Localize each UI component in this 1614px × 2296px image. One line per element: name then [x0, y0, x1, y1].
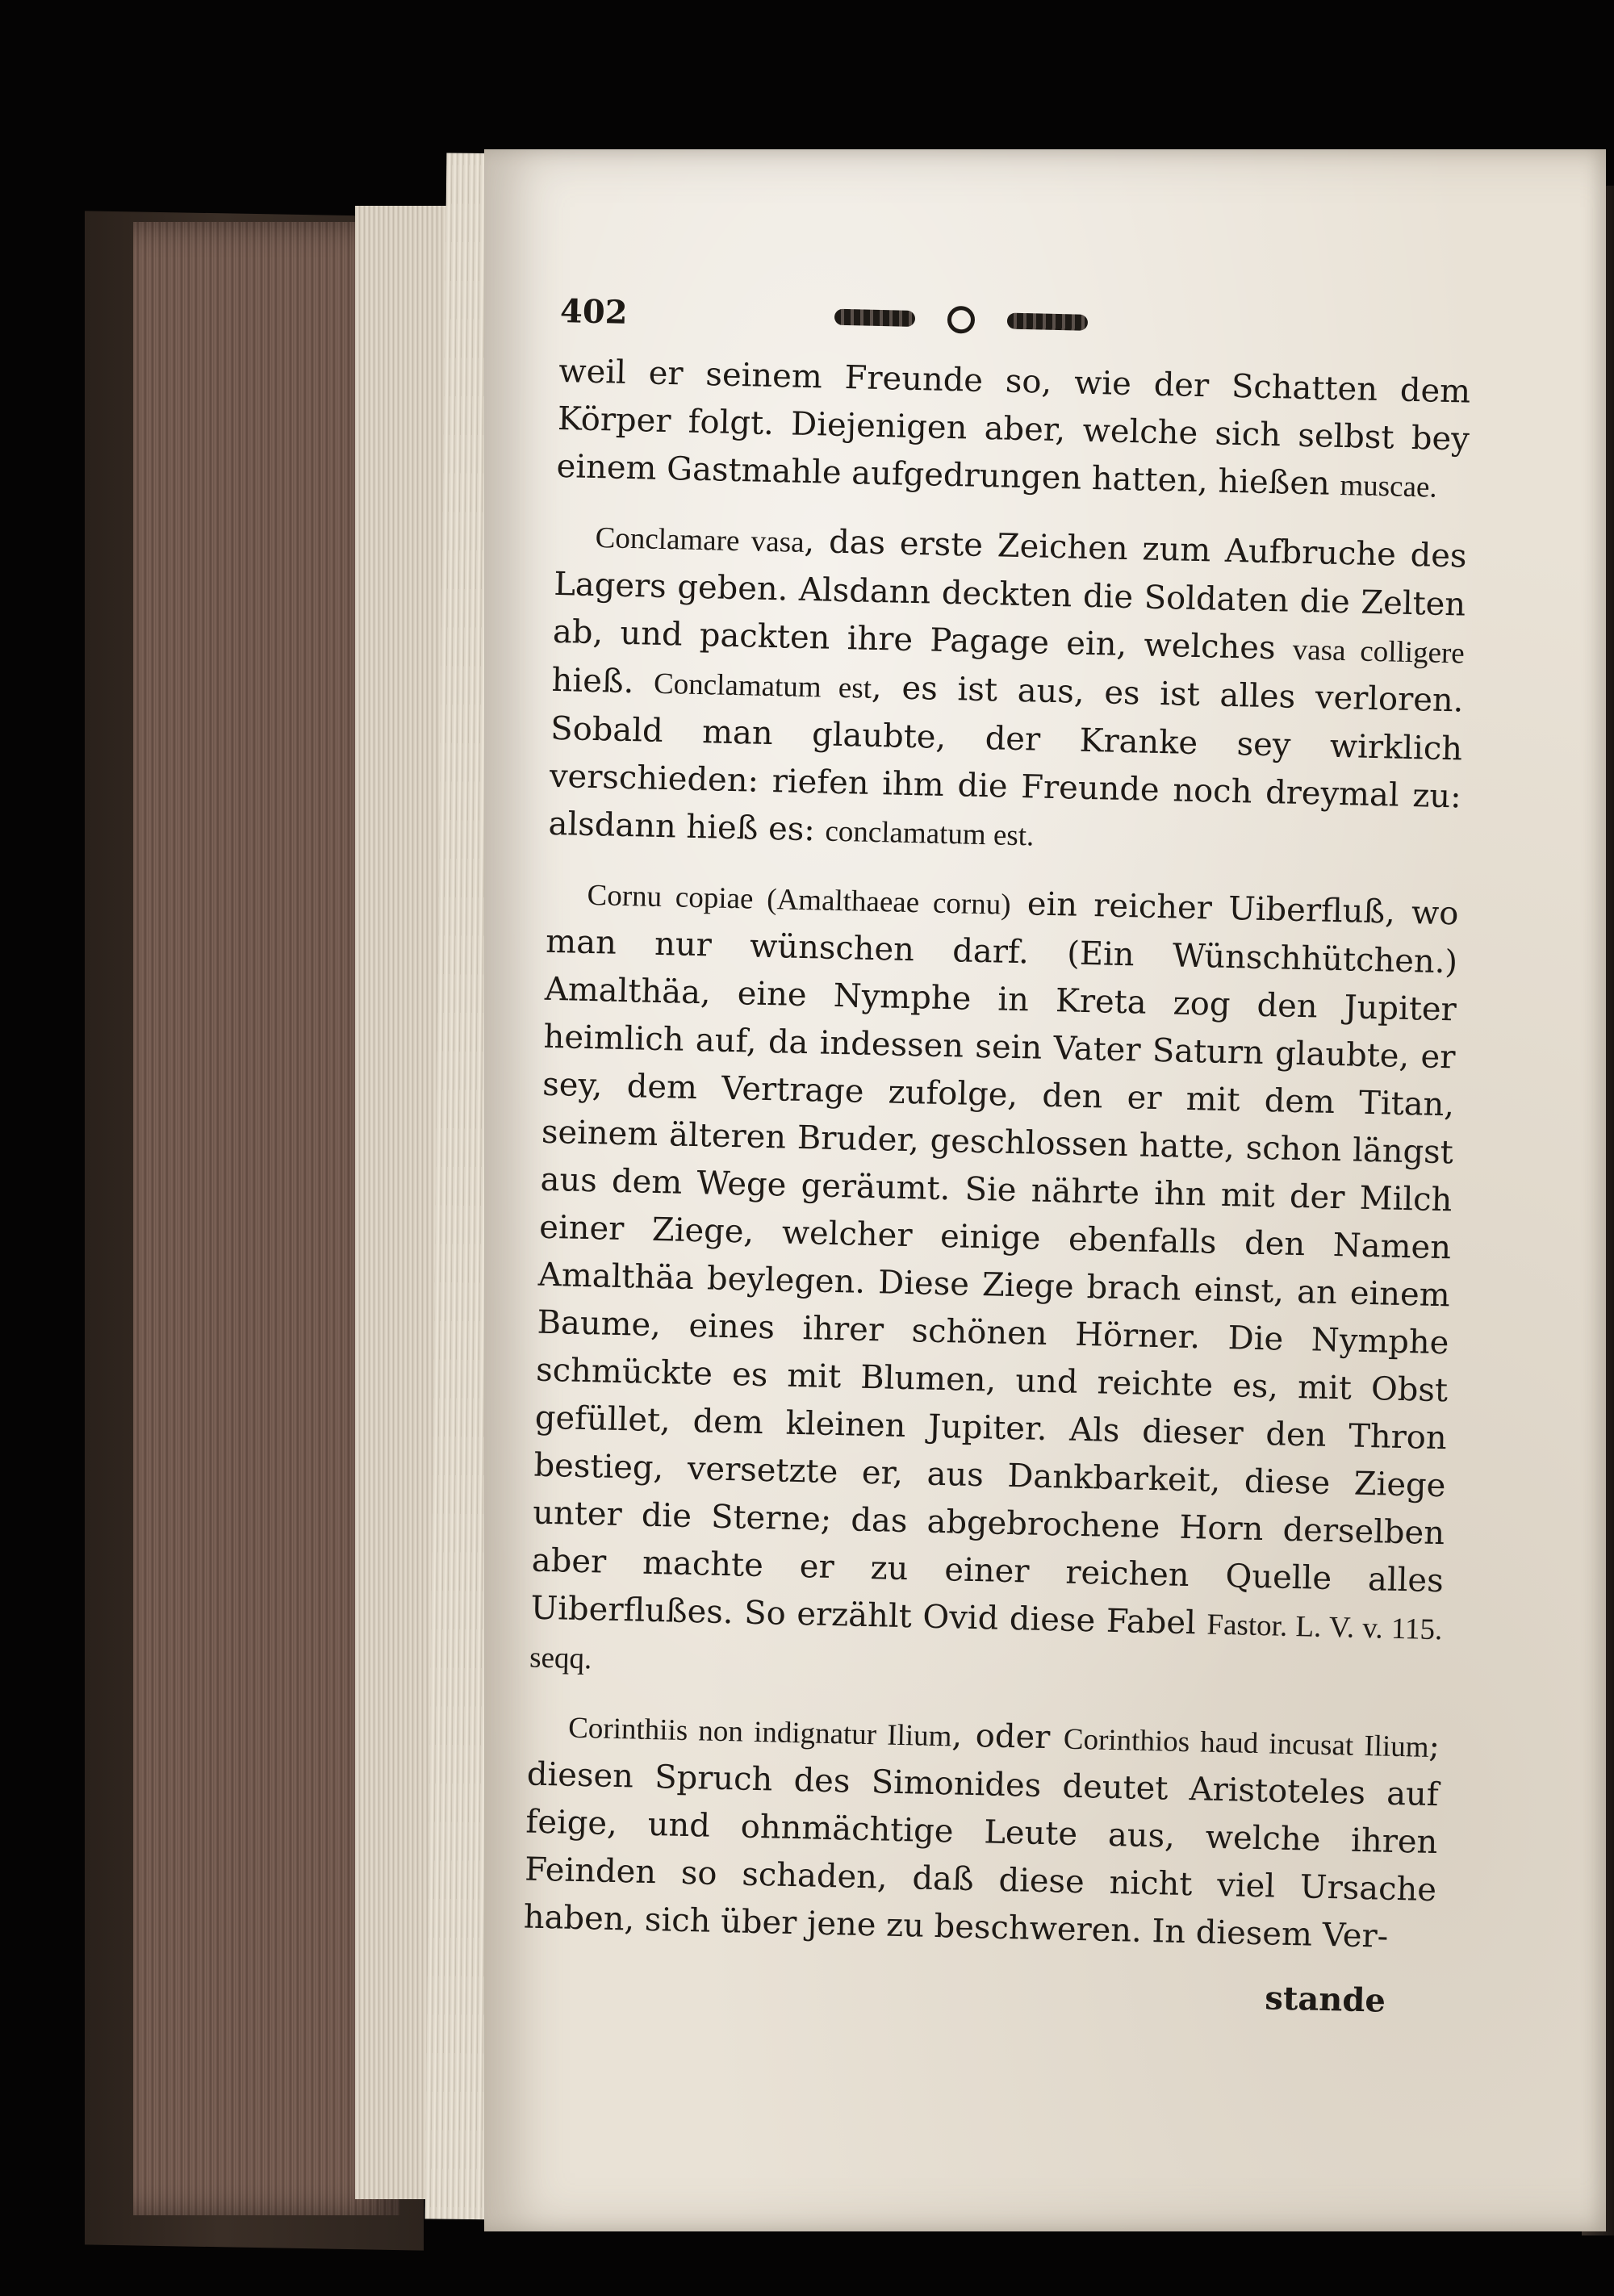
latin-phrase: Fastor. L. V. v. 115. seqq.: [529, 1608, 1443, 1676]
text-column: [522, 278, 1473, 2021]
latin-phrase: conclamatum est.: [824, 814, 1035, 853]
latin-phrase: vasa colligere: [1292, 633, 1466, 671]
body-text: hieß.: [551, 661, 654, 701]
latin-phrase: Conclamatum est: [653, 667, 872, 705]
paragraph: [529, 870, 1460, 1702]
latin-phrase: muscae.: [1340, 468, 1438, 504]
body-text: , es ist aus, es ist alles verloren. Sobald man glaubte, der Kranke sey wirklich verschieden: riefen ihm die Freunde noch dreymal zu: alsdann hieß es:: [548, 668, 1464, 849]
body-text: , oder: [951, 1717, 1064, 1757]
latin-phrase: Corinthios haud incusat Ilium: [1063, 1722, 1429, 1764]
latin-phrase: Corinthiis non indignatur Ilium: [567, 1711, 952, 1754]
body-text: ; diesen Spruch des Simonides deutet Aristoteles auf feige, und ohnmächtige Leute aus, welche ihren Feinden so schaden, daß diese nicht viel Ursache haben, sich über jene zu beschweren. In diesem Ver-: [523, 1727, 1440, 1955]
catchword: stande: [1264, 1979, 1386, 2020]
latin-phrase: Conclamare vasa: [595, 521, 805, 559]
header-ornament: [834, 303, 1089, 337]
page-number: 402: [559, 291, 629, 332]
body-text: , das erste Zeichen zum Aufbruche des Lagers geben. Alsdann deckten die Soldaten die Zelten ab, und packten ihre Pagage ein, welches: [552, 522, 1467, 667]
body-text: weil er seinem Freunde so, wie der Schatten dem Körper folgt. Diejenigen aber, welche sich selbst bey einem Gastmahle aufgedrungen hatten, hießen: [556, 352, 1471, 503]
ornament-left-icon: [834, 309, 915, 327]
paragraph: [556, 348, 1471, 512]
paragraph: [523, 1703, 1440, 1963]
ornament-center-icon: [947, 306, 976, 334]
latin-phrase: Cornu copiae (Amalthaeae cornu): [587, 878, 1012, 922]
paragraph: [548, 512, 1467, 870]
ornament-right-icon: [1007, 313, 1088, 331]
body-text: ein reicher Uiberfluß, wo man nur wünschen darf. (Ein Wünschhütchen.) Amalthäa, eine Nymphe in Kreta zog den Jupiter heimlich auf, da indessen sein Vater Saturn glaubte, er sey, dem Vertrage zufolge, den er mit dem Titan, seinem älteren Bruder, geschlossen hatte, schon längst aus dem Wege geräumt. Sie nährte ihn mit der Milch einer Ziege, welcher einige ebenfalls den Namen Amalthäa beylegen. Diese Ziege brach einst, an einem Baume, eines ihrer schönen Hörner. Die Nymphe schmückte es mit Blumen, und reichte es, mit Obst gefüllet, dem kleinen Jupiter. Als dieser den Thron bestieg, versetzte er, aus Dankbarkeit, diese Ziege unter die Sterne; das abgebrochene Horn derselben aber machte er zu einer reichen Quelle alles Uiberflußes. So erzählt Ovid diese Fabel: [530, 885, 1459, 1642]
